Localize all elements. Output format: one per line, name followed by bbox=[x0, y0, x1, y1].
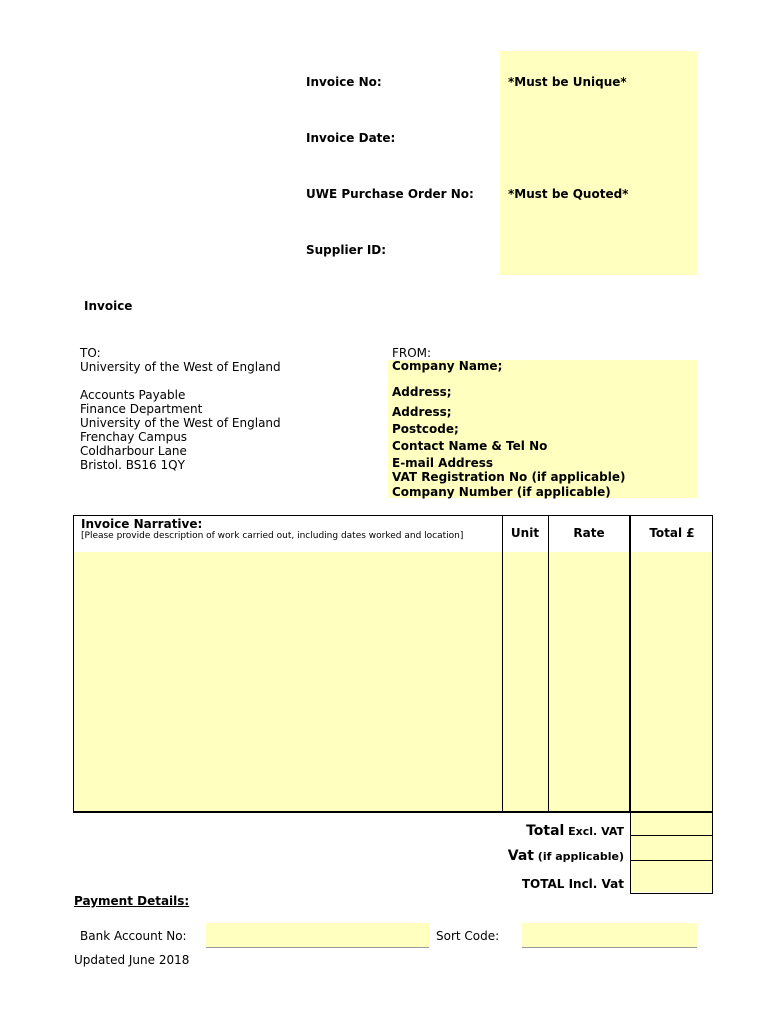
sort-code-label: Sort Code: bbox=[436, 929, 500, 943]
rate-column-header: Rate bbox=[573, 526, 605, 540]
sort-code-field[interactable] bbox=[522, 923, 697, 948]
to-line: Frenchay Campus bbox=[80, 430, 188, 444]
unit-column-divider bbox=[502, 516, 503, 811]
email-field[interactable]: E-mail Address bbox=[392, 456, 493, 470]
supplier-id-label: Supplier ID: bbox=[306, 243, 387, 257]
total-incl-vat-label: TOTAL Incl. Vat bbox=[521, 877, 624, 891]
unit-column-header: Unit bbox=[510, 526, 540, 540]
vat-suffix: (if applicable) bbox=[533, 850, 624, 863]
bank-account-label: Bank Account No: bbox=[80, 929, 187, 943]
po-number-field[interactable]: *Must be Quoted* bbox=[508, 187, 629, 201]
rate-column-divider bbox=[548, 516, 549, 811]
total-excl-vat-field[interactable] bbox=[631, 813, 712, 835]
narrative-title: Invoice Narrative: bbox=[81, 517, 203, 531]
invoice-narrative-table bbox=[73, 515, 713, 812]
total-excl-vat-main: Total bbox=[526, 823, 565, 839]
vat-registration-field[interactable]: VAT Registration No (if applicable) bbox=[392, 470, 626, 484]
updated-date: Updated June 2018 bbox=[74, 953, 190, 967]
totals-separator bbox=[73, 811, 713, 813]
address-field-1[interactable]: Address; bbox=[392, 385, 452, 399]
payment-details-title: Payment Details: bbox=[74, 894, 190, 908]
document-title: Invoice bbox=[84, 299, 133, 313]
company-name-field[interactable]: Company Name; bbox=[392, 359, 503, 373]
total-column-divider bbox=[629, 516, 631, 811]
address-field-2[interactable]: Address; bbox=[392, 405, 452, 419]
narrative-entry-area[interactable] bbox=[74, 552, 712, 811]
vat-label bbox=[508, 845, 624, 864]
invoice-date-label: Invoice Date: bbox=[306, 131, 396, 145]
to-line: Coldharbour Lane bbox=[80, 444, 187, 458]
postcode-field[interactable]: Postcode; bbox=[392, 422, 459, 436]
to-line: University of the West of England bbox=[80, 360, 281, 374]
company-number-field[interactable]: Company Number (if applicable) bbox=[392, 485, 611, 499]
totals-fields bbox=[630, 811, 713, 894]
to-line: Accounts Payable bbox=[80, 388, 186, 402]
to-label: TO: bbox=[80, 346, 101, 360]
from-label: FROM: bbox=[392, 346, 432, 360]
total-excl-vat-label bbox=[526, 820, 624, 839]
to-line: University of the West of England bbox=[80, 416, 281, 430]
to-line bbox=[80, 374, 281, 388]
invoice-no-label: Invoice No: bbox=[306, 75, 382, 89]
vat-main: Vat bbox=[507, 848, 534, 864]
to-line: Bristol. BS16 1QY bbox=[80, 458, 185, 472]
total-excl-vat-suffix: Excl. VAT bbox=[564, 825, 624, 838]
table-header bbox=[74, 516, 712, 552]
to-line: Finance Department bbox=[80, 402, 203, 416]
bank-account-field[interactable] bbox=[206, 923, 429, 948]
total-column-header: Total £ bbox=[649, 526, 695, 540]
total-incl-vat-field[interactable] bbox=[631, 861, 712, 892]
invoice-no-field[interactable]: *Must be Unique* bbox=[508, 75, 627, 89]
contact-field[interactable]: Contact Name & Tel No bbox=[392, 439, 548, 453]
narrative-note: [Please provide description of work carried out, including dates worked and location] bbox=[81, 531, 464, 541]
to-address-block bbox=[80, 346, 281, 472]
vat-field[interactable] bbox=[631, 836, 712, 860]
po-number-label: UWE Purchase Order No: bbox=[306, 187, 474, 201]
